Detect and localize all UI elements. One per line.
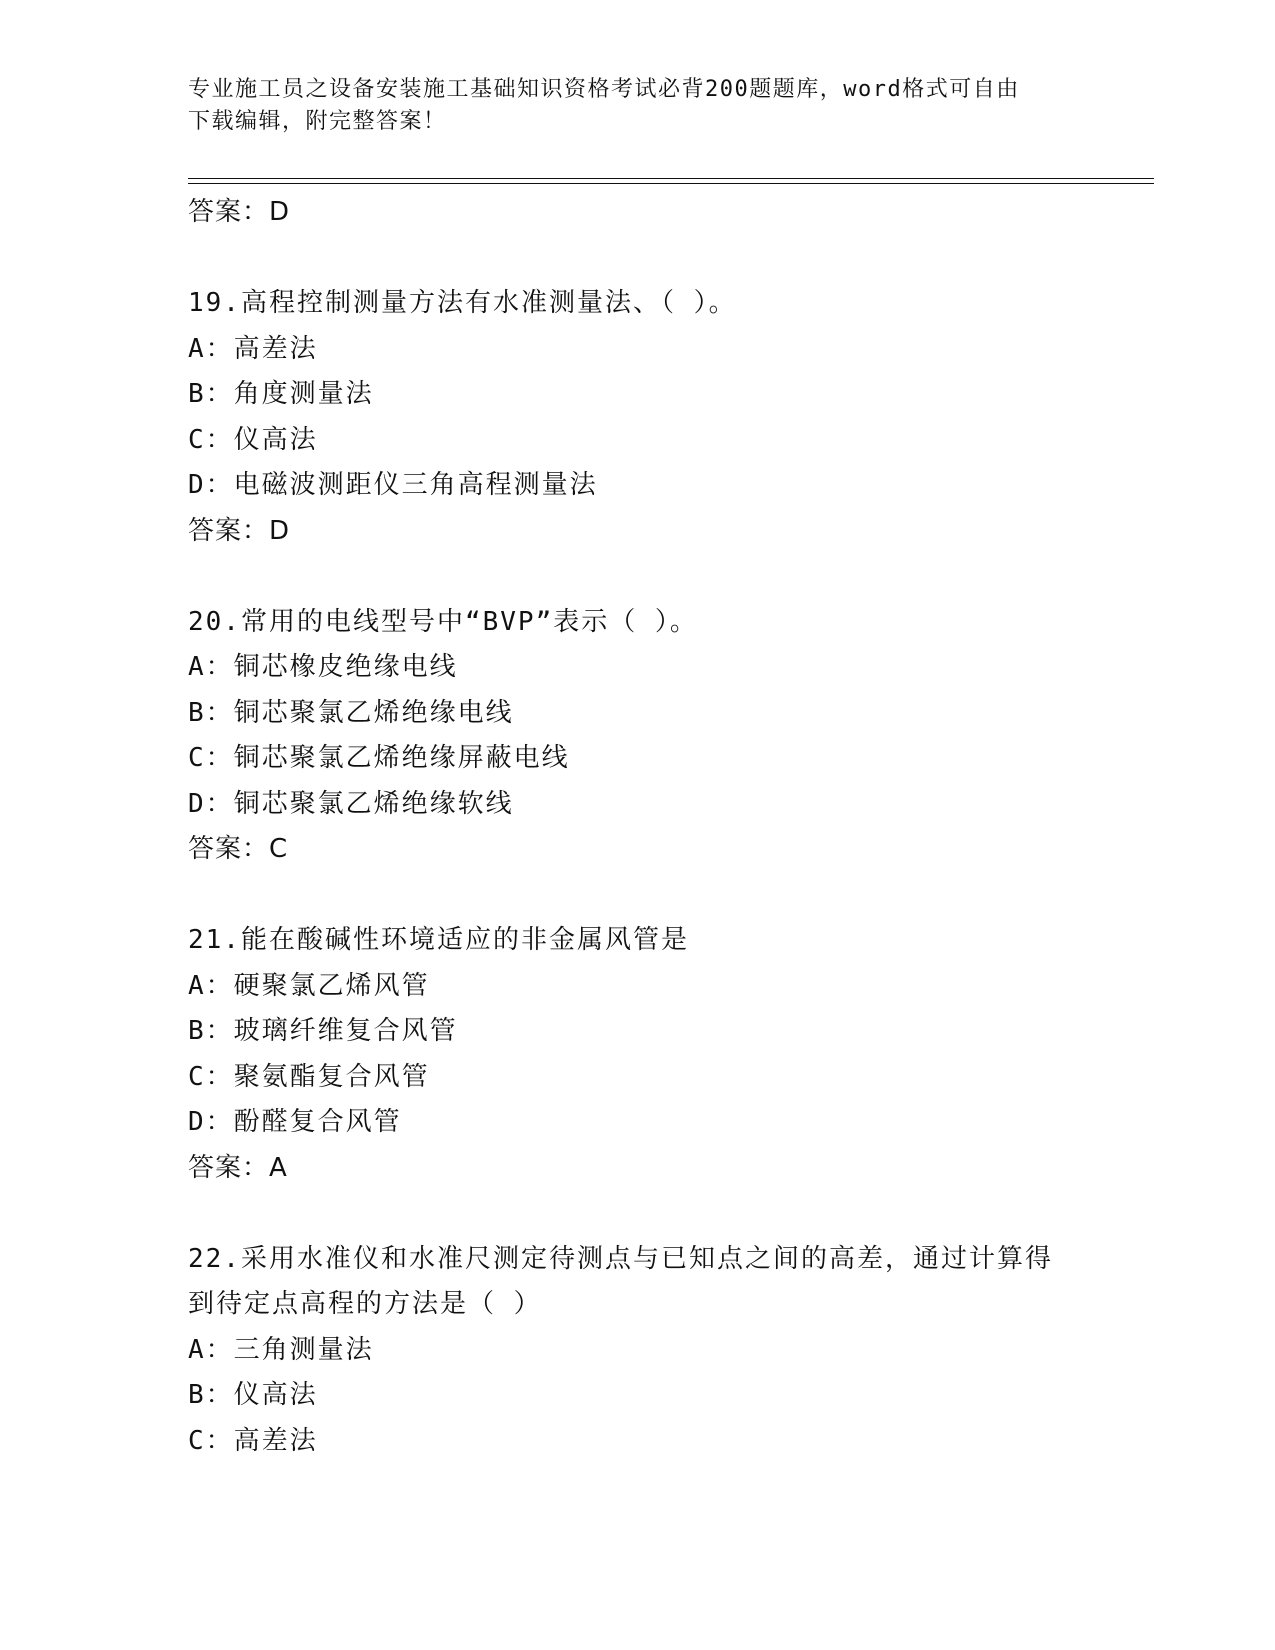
option-b: B：玻璃纤维复合风管 xyxy=(188,1016,458,1046)
question-21 xyxy=(188,918,1088,1191)
option-a: A：硬聚氯乙烯风管 xyxy=(188,970,430,1001)
option-c: C：仪高法 xyxy=(188,424,318,455)
header-divider-top xyxy=(188,178,1154,179)
option-d: D：铜芯聚氯乙烯绝缘软线 xyxy=(188,788,514,819)
question-stem: 20.常用的电线型号中“BVP”表示（ ）。 xyxy=(188,606,698,637)
question-list xyxy=(188,190,1088,1464)
question-20 xyxy=(188,600,1088,873)
spacer xyxy=(188,554,1088,600)
question-19 xyxy=(188,281,1088,554)
question-22 xyxy=(188,1237,1088,1465)
previous-answer: 答案：D xyxy=(188,197,291,227)
question-stem: 19.高程控制测量方法有水准测量法、（ ）。 xyxy=(188,288,737,318)
option-d: D：电磁波测距仪三角高程测量法 xyxy=(188,470,598,500)
option-b: B：角度测量法 xyxy=(188,379,374,409)
option-b: B：铜芯聚氯乙烯绝缘电线 xyxy=(188,697,514,728)
option-a: A：铜芯橡皮绝缘电线 xyxy=(188,652,458,682)
option-a: A：三角测量法 xyxy=(188,1334,374,1365)
answer: 答案：D xyxy=(188,515,291,546)
spacer xyxy=(188,1191,1088,1237)
option-a: A：高差法 xyxy=(188,333,318,364)
option-c: C：高差法 xyxy=(188,1425,318,1456)
header-line-1: 专业施工员之设备安装施工基础知识资格考试必背200题题库，word格式可自由 xyxy=(188,77,1020,102)
option-c: C：聚氨酯复合风管 xyxy=(188,1061,430,1092)
question-stem-line-2: 到待定点高程的方法是（ ） xyxy=(188,1289,542,1319)
option-c: C：铜芯聚氯乙烯绝缘屏蔽电线 xyxy=(188,743,570,773)
spacer xyxy=(188,236,1088,282)
spacer xyxy=(188,873,1088,919)
question-stem-line-1: 22.采用水准仪和水准尺测定待测点与已知点之间的高差，通过计算得 xyxy=(188,1243,1053,1274)
question-stem: 21.能在酸碱性环境适应的非金属风管是 xyxy=(188,925,689,955)
header-line-2: 下载编辑，附完整答案！ xyxy=(188,109,447,134)
option-b: B：仪高法 xyxy=(188,1380,318,1410)
answer: 答案：C xyxy=(188,834,289,864)
document-header xyxy=(188,74,1088,138)
header-divider-bottom xyxy=(188,183,1154,184)
answer: 答案：A xyxy=(188,1152,288,1183)
option-d: D：酚醛复合风管 xyxy=(188,1107,402,1137)
